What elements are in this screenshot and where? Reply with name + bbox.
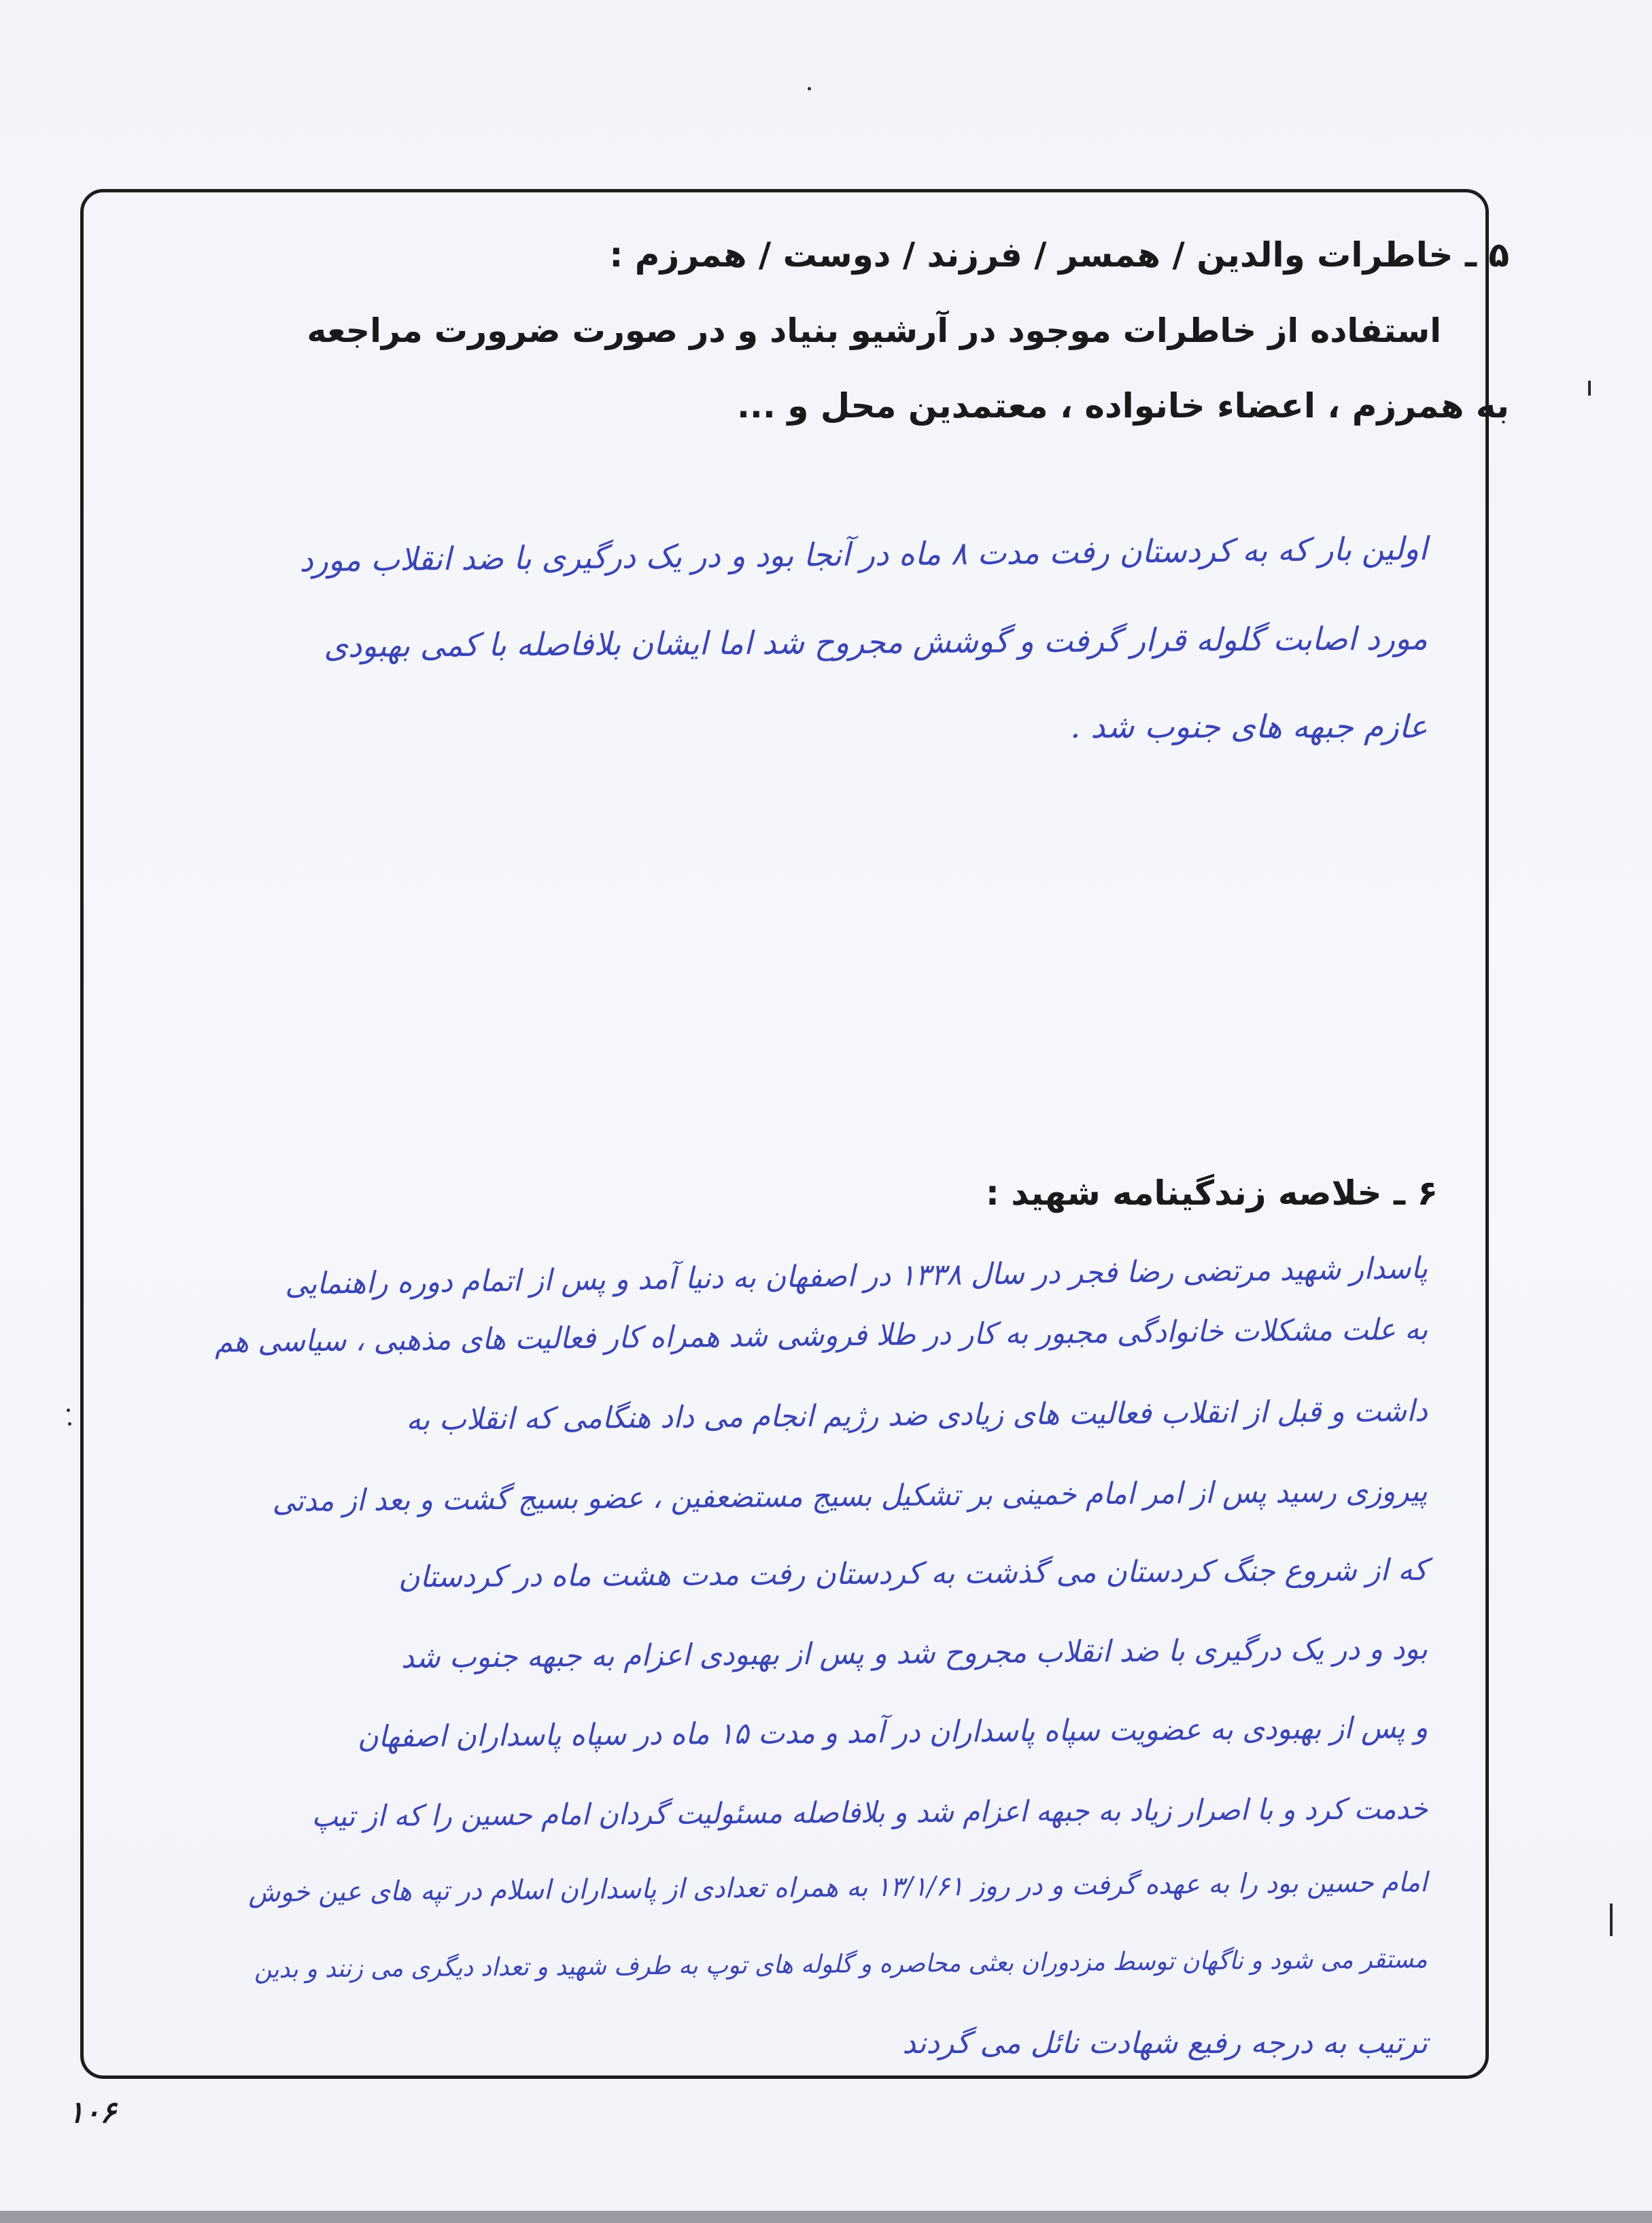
section-5-instruction-line-2: به همرزم ، اعضاء خانواده ، معتمدین محل و ...: [736, 386, 1509, 426]
section-6-handwritten-line: پاسدار شهید مرتضی رضا فجر در سال ۱۳۳۸ در اصفهان به دنیا آمد و پس از اتمام دوره راهنمایی: [284, 1251, 1428, 1302]
scan-speck: [808, 87, 811, 90]
section-6-handwritten-line: داشت و قبل از انقلاب فعالیت های زیادی ضد رژیم انجام می داد هنگامی که انقلاب به: [406, 1394, 1428, 1438]
page-number: ۱۰۶: [68, 2095, 116, 2130]
section-5-heading: ۵ ـ خاطرات والدین / همسر / فرزند / دوست / همرزم :: [609, 235, 1509, 275]
section-6-heading: ۶ ـ خلاصه زندگینامه شهید :: [985, 1173, 1438, 1213]
section-5-handwritten-line: اولین بار که به کردستان رفت مدت ۸ ماه در آنجا بود و در یک درگیری با ضد انقلاب مورد: [299, 530, 1428, 580]
scan-edge-mark: [1610, 1903, 1613, 1936]
scan-speck: [68, 1422, 71, 1426]
section-6-handwritten-line: به علت مشکلات خانوادگی مجبور به کار در طلا فروشی شد همراه کار فعالیت های مذهبی ، سیاسی هم: [214, 1312, 1428, 1360]
section-5-handwritten-line: عازم جبهه های جنوب شد .: [1070, 708, 1428, 746]
section-6-handwritten-line: امام حسین بود را به عهده گرفت و در روز ۱۳/۱/۶۱ به همراه تعدادی از پاسداران اسلام در تپه های عین خوش: [248, 1867, 1428, 1909]
section-5-instruction-line-1: استفاده از خاطرات موجود در آرشیو بنیاد و در صورت ضرورت مراجعه: [307, 311, 1441, 350]
section-6-handwritten-line: که از شروع جنگ کردستان می گذشت به کردستان رفت مدت هشت ماه در کردستان: [398, 1553, 1428, 1595]
section-6-handwritten-line: خدمت کرد و با اصرار زیاد به جبهه اعزام شد و بلافاصله مسئولیت گردان امام حسین را که از تیپ: [311, 1792, 1428, 1834]
section-6-handwritten-line: و پس از بهبودی به عضویت سپاه پاسداران در آمد و مدت ۱۵ ماه در سپاه پاسداران اصفهان: [357, 1710, 1428, 1755]
section-6-handwritten-line: پیروزی رسید پس از امر امام خمینی بر تشکیل بسیج مستضعفین ، عضو بسیج گشت و بعد از مدتی: [272, 1474, 1428, 1519]
scan-speck: [67, 1409, 70, 1412]
section-5-handwritten-line: مورد اصابت گلوله قرار گرفت و گوشش مجروح شد اما ایشان بلافاصله با کمی بهبودی: [324, 620, 1428, 666]
scan-edge-mark: [1588, 381, 1591, 396]
section-6-handwritten-line: مستقر می شود و ناگهان توسط مزدوران بعثی محاصره و گلوله های توپ به طرف شهید و تعداد دیگری می زنند و بدین: [254, 1944, 1428, 1984]
scan-bottom-edge: [0, 2211, 1652, 2223]
section-6-handwritten-line: ترتیب به درجه رفیع شهادت نائل می گردند: [902, 2026, 1428, 2061]
section-6-handwritten-line: بود و در یک درگیری با ضد انقلاب مجروح شد و پس از بهبودی اعزام به جبهه جنوب شد: [400, 1632, 1428, 1676]
